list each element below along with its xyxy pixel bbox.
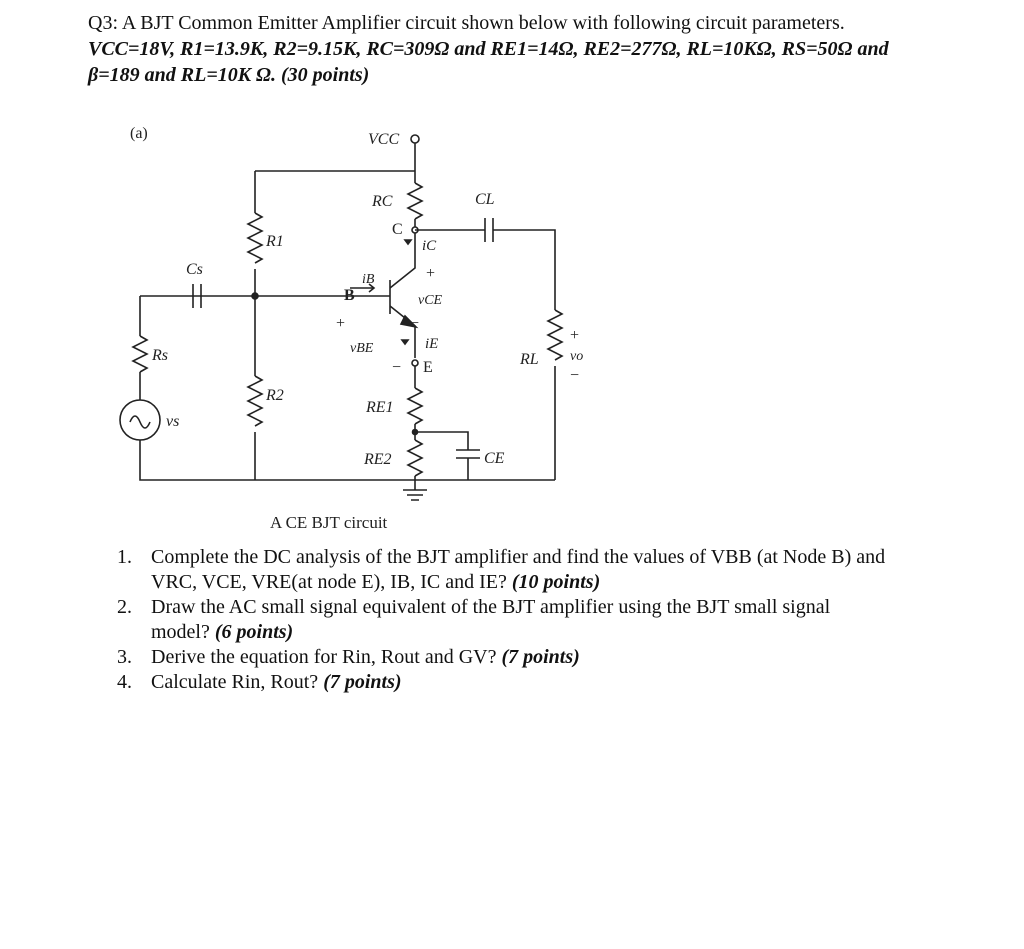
r2-resistor [248, 376, 262, 426]
ce-label: CE [484, 450, 505, 467]
ib-label: iB [362, 272, 375, 287]
task-text-line1: Derive the equation for Rin, Rout and GV? [151, 646, 502, 668]
re2-resistor [408, 440, 422, 476]
rc-resistor [408, 183, 422, 219]
vo-label: vo [570, 349, 584, 364]
task-number: 3. [117, 646, 132, 668]
question-title: Q3: A BJT Common Emitter Amplifier circuit shown below with following circuit parameters. [88, 12, 845, 34]
ce-capacitor [456, 450, 480, 458]
collector-node-label: C [392, 221, 403, 238]
vcc-label: VCC [368, 131, 400, 148]
vce-minus: − [410, 315, 420, 332]
task-number: 1. [117, 546, 132, 568]
circuit-parameters-line1: VCC=18V, R1=13.9K, R2=9.15K, RC=309Ω and RE1=14Ω, RE2=277Ω, RL=10KΩ, RS=50Ω and [88, 38, 889, 60]
task-text-line1: Complete the DC analysis of the BJT amplifier and find the values of VBB (at Node B) and [151, 546, 886, 568]
ie-arrow [402, 340, 408, 344]
panel-label: (a) [130, 125, 148, 142]
vo-minus: − [570, 367, 580, 384]
ic-arrow [405, 240, 411, 244]
wire-node-to-ce [415, 432, 468, 450]
vbe-plus: + [336, 315, 346, 332]
rs-label: Rs [152, 347, 168, 364]
rs-resistor [133, 336, 147, 372]
task-text-line2: model? [151, 621, 215, 643]
circuit-parameters-line2: β=189 and RL=10K Ω. (30 points) [88, 64, 370, 86]
question-header [88, 10, 958, 88]
task-text-line2: VRC, VCE, VRE(at node E), IB, IC and IE? [151, 571, 512, 593]
task-item [117, 645, 957, 670]
transistor-collector-leg [390, 258, 415, 288]
task-points: (7 points) [501, 646, 580, 668]
circuit-figure [100, 118, 660, 538]
vo-plus: + [570, 327, 580, 344]
figure-caption: A CE BJT circuit [270, 513, 388, 532]
wire-cl-to-rl [493, 230, 555, 310]
emitter-node [412, 360, 418, 366]
task-points: (10 points) [511, 571, 601, 593]
task-number: 4. [117, 671, 132, 693]
task-item [117, 545, 957, 595]
vs-label: vs [166, 413, 180, 430]
ground-symbol [403, 490, 427, 500]
task-points: (6 points) [214, 621, 294, 643]
source-wave [130, 416, 150, 428]
vbe-minus: − [392, 359, 402, 376]
cl-label: CL [475, 191, 495, 208]
cl-capacitor [485, 218, 493, 242]
base-node-label: B [344, 287, 355, 304]
cs-label: Cs [186, 261, 203, 278]
task-points: (7 points) [323, 671, 402, 693]
task-list [117, 545, 957, 695]
task-text-line1: Draw the AC small signal equivalent of the BJT amplifier using the BJT small signal [151, 596, 831, 618]
emitter-node-label: E [423, 359, 433, 376]
r1-resistor [248, 213, 262, 263]
re1-label: RE1 [366, 399, 394, 416]
task-text-line1: Calculate Rin, Rout? [151, 671, 324, 693]
r1-label: R1 [266, 233, 284, 250]
task-item [117, 670, 957, 695]
rc-label: RC [372, 193, 393, 210]
ic-label: iC [422, 238, 437, 254]
task-item [117, 595, 957, 645]
task-number: 2. [117, 596, 132, 618]
vce-plus: + [426, 265, 436, 282]
source-circle [120, 400, 160, 440]
re2-label: RE2 [364, 451, 392, 468]
transistor-emitter-leg [390, 306, 415, 358]
vbe-label: vBE [350, 341, 374, 356]
circuit-diagram [100, 118, 660, 538]
re1-resistor [408, 388, 422, 424]
rl-label: RL [520, 351, 539, 368]
base-node [252, 293, 258, 299]
ie-label: iE [425, 336, 439, 352]
vcc-terminal [411, 135, 419, 143]
vce-label: vCE [418, 293, 443, 308]
r2-label: R2 [266, 387, 284, 404]
rl-resistor [548, 310, 562, 360]
